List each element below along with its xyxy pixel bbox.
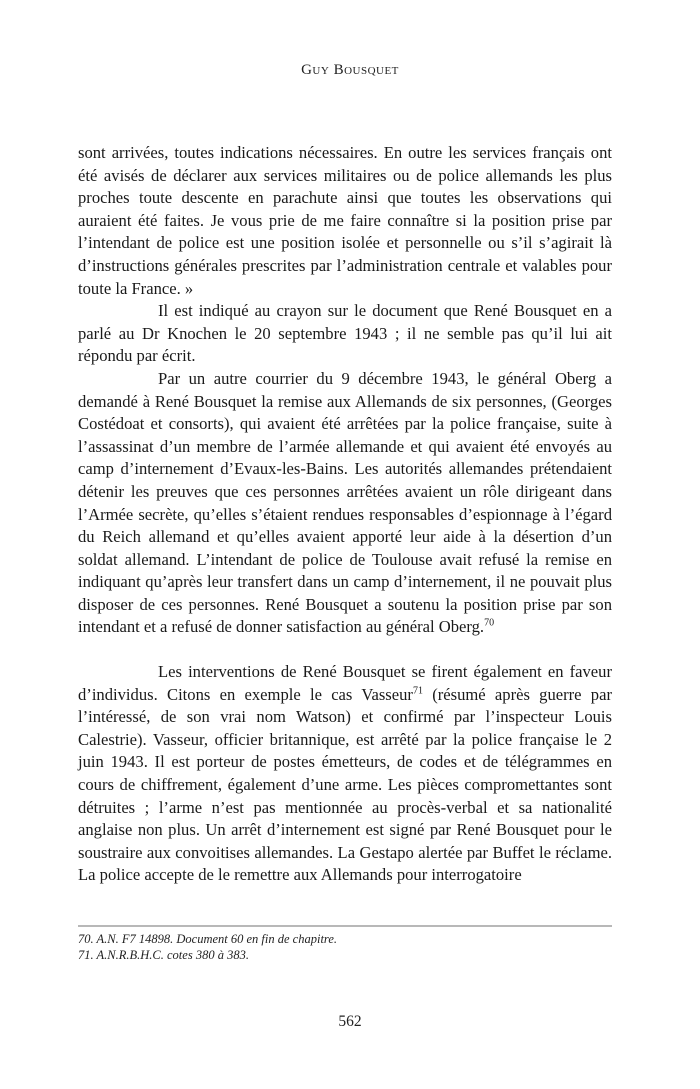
running-head: Guy Bousquet bbox=[301, 62, 399, 78]
footnote-ref-70[interactable]: 70 bbox=[484, 617, 495, 629]
paragraph-text-after: (résumé après guerre par l’intéressé, de son vrai nom Watson) et confirmé par l’inspecteur Louis Calestrie). Vasseur, officier britannique, est arrêté par la police française le 2 juin 1943. Il est porteur de postes émetteurs, de codes et de télégrammes en cours de chiffrement, également d’une arme. Les pièces compromettantes sont détruites ; l’arme n’est pas mentionnée au procès-verbal et sa nationalité anglaise non plus. Un arrêt d’internement est signé par René Bousquet pour le soustraire aux convoitises allemandes. La Gestapo alertée par Buffet le réclame. La police accepte de le remettre aux Allemands pour interrogatoire bbox=[78, 684, 612, 885]
footnote-divider bbox=[78, 925, 612, 927]
footnote-70: 70. A.N. F7 14898. Document 60 en fin de chapitre. bbox=[78, 932, 337, 946]
footnote-71: 71. A.N.R.B.H.C. cotes 380 à 383. bbox=[78, 948, 249, 962]
paragraph-vasseur-case bbox=[78, 661, 612, 887]
paragraph-text: Par un autre courrier du 9 décembre 1943, le général Oberg a demandé à René Bousquet la remise aux Allemands de six personnes, (Georges Costédoat et consorts), qui avaient été arrêtées par la police française, suite à l’assassinat d’un membre de l’armée allemande et qui avaient été envoyés au camp d’internement d’Evaux-les-Bains. Les autorités allemandes prétendaient détenir les preuves que ces personnes arrêtées avaient un rôle dirigeant dans l’Armée secrète, qu’elles s’étaient rendues responsables d’espionnage à l’égard du Reich allemand et qu’elles avaient apporté leur aide à la désertion d’un soldat allemand. L’intendant de police de Toulouse avait refusé la remise en indiquant qu’après leur transfert dans un camp d’internement, il ne pouvait plus disposer de ces personnes. René Bousquet a soutenu la position prise par son intendant et a refusé de donner satisfaction au général Oberg. bbox=[78, 368, 612, 637]
body-text bbox=[78, 142, 612, 887]
paragraph-quote-continuation: sont arrivées, toutes indications nécessaires. En outre les services français ont été avisés de déclarer aux services militaires ou de police allemands les plus proches toute descente en parachute ainsi que toutes les observations qui auraient été faites. Je vous prie de me faire connaître si la position prise par l’intendant de police est une position isolée et personnelle ou s’il s’agirait là d’instructions générales prescrites par l’administration centrale et valables pour toute la France. » bbox=[78, 143, 612, 298]
paragraph-oberg-request bbox=[78, 368, 612, 639]
footnote-ref-71[interactable]: 71 bbox=[412, 685, 423, 697]
paragraph-text-before: Les interventions de René Bousquet se firent également en faveur d’individus. Citons en exemple le cas Vasseur bbox=[78, 662, 612, 704]
paragraph-knochen: Il est indiqué au crayon sur le document que René Bousquet en a parlé au Dr Knochen le 20 septembre 1943 ; il ne semble pas qu’il lui ait répondu par écrit. bbox=[78, 301, 612, 366]
page-number: 562 bbox=[338, 1013, 362, 1030]
footnotes bbox=[78, 931, 612, 963]
